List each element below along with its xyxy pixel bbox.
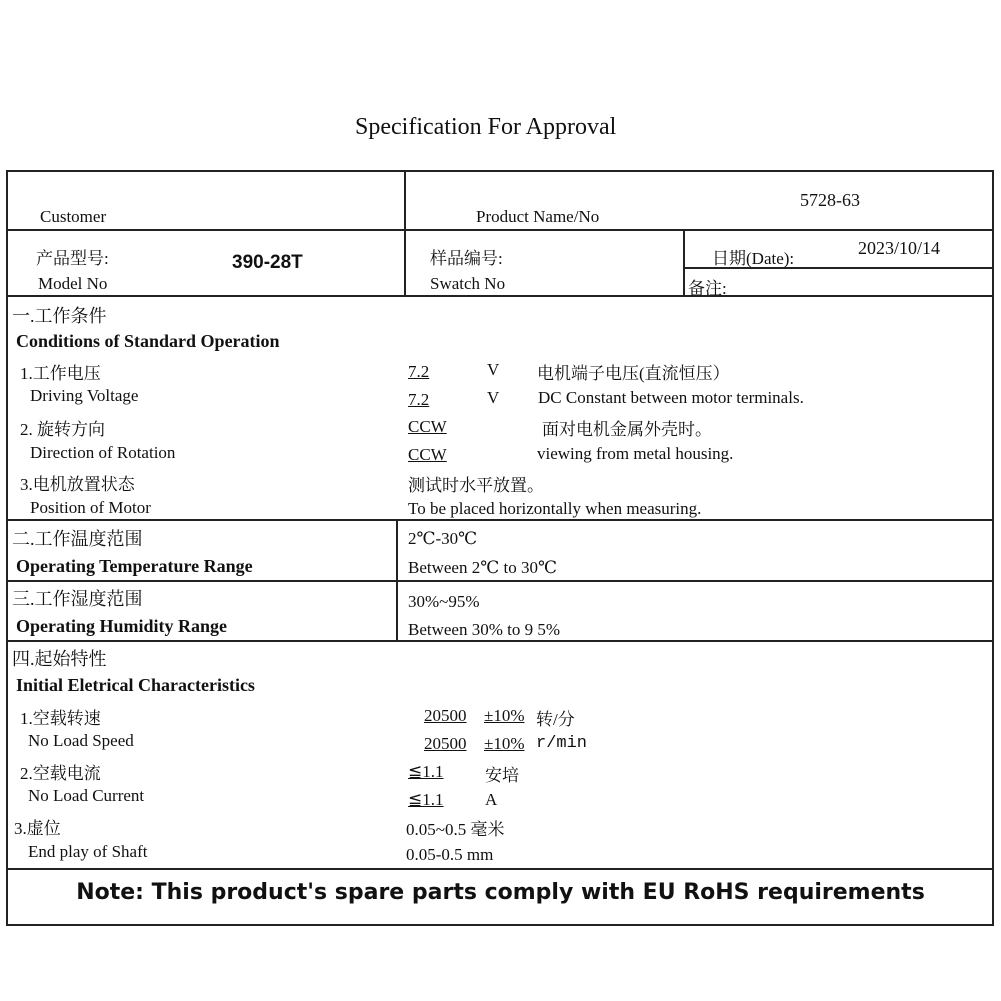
speed-tolerance: ±10% [484,706,525,725]
voltage-unit: V [487,360,500,379]
table-col-divider [683,229,685,297]
voltage-value: 7.2 [408,390,430,409]
section2-heading-en: Operating Temperature Range [16,556,253,576]
rohs-note: Note: This product's spare parts comply with EU RoHS requirements [76,880,925,905]
current-label-cn: 2.空载电流 [20,764,101,783]
humidity-value-en: Between 30% to 9 5% [408,620,561,639]
table-border-left [6,170,8,926]
customer-label: Customer [40,207,107,226]
endplay-value-cn: 0.05~0.5 毫米 [406,820,505,839]
section1-heading-en: Conditions of Standard Operation [16,331,280,351]
temperature-value-cn: 2℃-30℃ [408,529,478,548]
endplay-value-en: 0.05-0.5 mm [406,845,494,864]
temperature-value-en: Between 2℃ to 30℃ [408,558,557,577]
voltage-unit: V [487,388,500,407]
table-divider [6,868,994,870]
voltage-label-en: Driving Voltage [30,386,139,405]
rotation-label-cn: 2. 旋转方向 [20,420,105,439]
rotation-note-cn: 面对电机金属外壳时。 [542,420,712,439]
endplay-label-cn: 3.虚位 [14,819,61,838]
speed-label-cn: 1.空载转速 [20,709,101,728]
section4-heading-cn: 四.起始特性 [12,649,107,669]
speed-unit-cn: 转/分 [536,710,575,729]
model-label-cn: 产品型号: [36,249,109,268]
current-unit-cn: 安培 [485,766,519,785]
rotation-note-en: viewing from metal housing. [537,444,734,463]
table-border-right [992,170,994,926]
rotation-value: CCW [408,445,447,464]
table-divider [6,580,994,582]
table-col-divider [404,170,406,297]
position-value-cn: 测试时水平放置。 [408,476,544,495]
current-value: ≦1.1 [408,790,444,809]
rotation-label-en: Direction of Rotation [30,443,176,462]
voltage-label-cn: 1.工作电压 [20,364,101,383]
speed-tolerance: ±10% [484,734,525,753]
current-label-en: No Load Current [28,786,145,805]
page-title: Specification For Approval [355,114,617,140]
table-divider [6,640,994,642]
position-label-cn: 3.电机放置状态 [20,475,135,494]
rotation-value: CCW [408,417,447,436]
current-unit-en: A [485,790,498,809]
position-value-en: To be placed horizontally when measuring. [408,499,702,518]
product-name-label: Product Name/No [476,207,600,226]
speed-unit-en: r/min [536,734,588,753]
position-label-en: Position of Motor [30,498,151,517]
voltage-note-en: DC Constant between motor terminals. [538,388,804,407]
swatch-label-cn: 样品编号: [430,249,503,268]
section1-heading-cn: 一.工作条件 [12,306,107,326]
remarks-label: 备注: [688,279,727,298]
section3-heading-en: Operating Humidity Range [16,616,228,636]
table-divider [6,519,994,521]
section4-heading-en: Initial Eletrical Characteristics [16,675,255,695]
speed-label-en: No Load Speed [28,731,134,750]
speed-value: 20500 [424,706,467,725]
voltage-value: 7.2 [408,362,430,381]
model-label-en: Model No [38,274,108,293]
endplay-label-en: End play of Shaft [28,842,148,861]
humidity-value-cn: 30%~95% [408,592,480,611]
table-divider [6,229,994,231]
table-col-divider [396,519,398,642]
table-divider [6,295,994,297]
section3-heading-cn: 三.工作湿度范围 [12,589,143,609]
model-value: 390-28T [232,252,303,273]
product-no-value: 5728-63 [800,190,860,210]
date-label: 日期(Date): [712,249,795,268]
swatch-label-en: Swatch No [430,274,506,293]
section2-heading-cn: 二.工作温度范围 [12,529,143,549]
speed-value: 20500 [424,734,467,753]
voltage-note-cn: 电机端子电压(直流恒压） [537,364,730,383]
table-border-top [6,170,994,172]
date-value: 2023/10/14 [858,238,941,258]
table-border-bottom [6,924,994,926]
current-value: ≦1.1 [408,762,444,781]
